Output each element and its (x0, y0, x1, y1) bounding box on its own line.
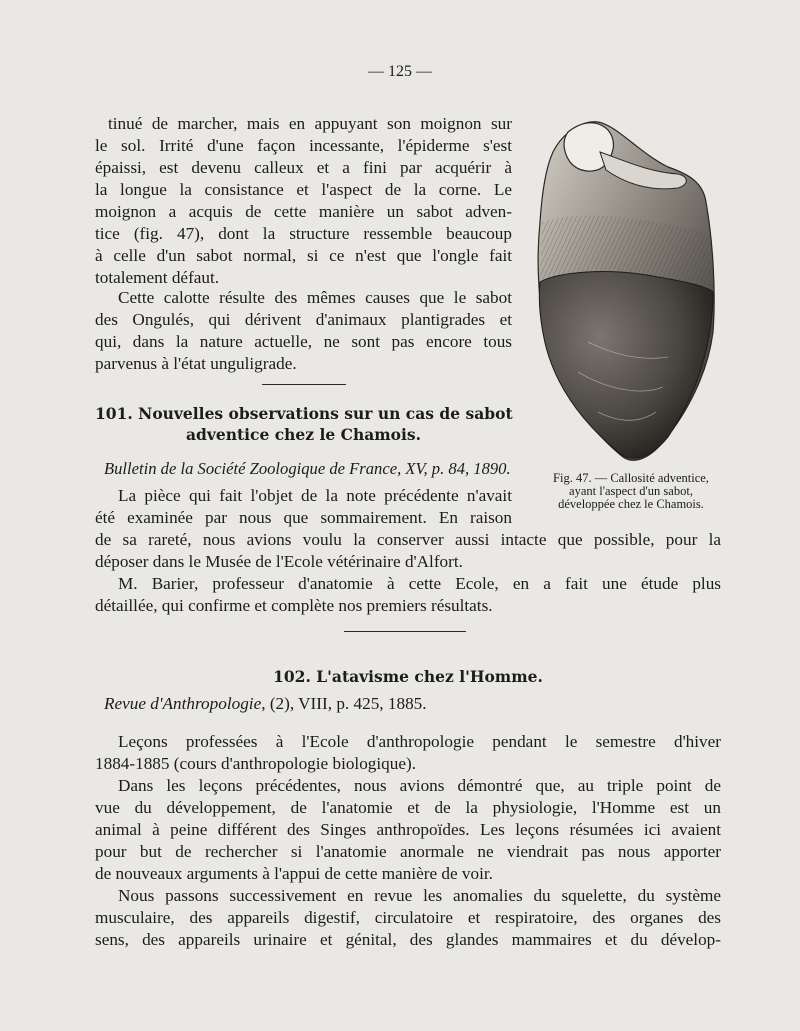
body-line: animal à peine différent des Singes anthropoïdes. Les leçons résumées ici avaient (95, 820, 721, 839)
body-line: moignon a acquis de cette manière un sabot adven- (95, 202, 512, 221)
body-line: sens, des appareils urinaire et génital, des glandes mammaires et du dévelop- (95, 930, 721, 949)
body-line: détaillée, qui confirme et complète nos premiers résultats. (95, 596, 493, 615)
body-line: Leçons professées à l'Ecole d'anthropologie pendant le semestre d'hiver (118, 732, 721, 751)
citation-journal: Revue d'Anthropologie (104, 694, 262, 713)
body-line: la longue la consistance et l'aspect de la corne. Le (95, 180, 512, 199)
body-line: Cette calotte résulte des mêmes causes que le sabot (118, 288, 512, 307)
body-line: déposer dans le Musée de l'Ecole vétérinaire d'Alfort. (95, 552, 463, 571)
section-title: 102. L'atavisme chez l'Homme. (273, 667, 543, 686)
section-divider (262, 384, 346, 385)
callus-hoof-illustration (528, 112, 723, 464)
caption-line: ayant l'aspect d'un sabot, (569, 484, 693, 498)
body-line: vue du développement, de l'anatomie et de la physiologie, l'Homme est un (95, 798, 721, 817)
body-line: des Ongulés, qui dérivent d'animaux plantigrades et (95, 310, 512, 329)
body-line: M. Barier, professeur d'anatomie à cette Ecole, en a fait une étude plus (118, 574, 721, 593)
body-line: pour but de rechercher si l'anatomie anormale ne viendrait pas nous apporter (95, 842, 721, 861)
body-line: Nous passons successivement en revue les anomalies du squelette, du système (118, 886, 721, 905)
body-line: Dans les leçons précédentes, nous avions démontré que, au triple point de (118, 776, 721, 795)
body-line: tinué de marcher, mais en appuyant son moignon sur (108, 114, 512, 133)
caption-line: Fig. 47. — Callosité adventice, (553, 471, 709, 485)
body-line: de sa rareté, nous avions voulu la conserver aussi intacte que possible, pour la (95, 530, 721, 549)
section-title: 101. Nouvelles observations sur un cas de sabot (95, 404, 513, 423)
body-line: parvenus à l'état unguligrade. (95, 354, 297, 373)
body-line: de nouveaux arguments à l'appui de cette manière de voir. (95, 864, 493, 883)
caption-line: développée chez le Chamois. (558, 497, 704, 511)
section-divider (344, 631, 466, 632)
body-line: épaissi, est devenu calleux et a fini par acquérir à (95, 158, 512, 177)
body-line: le sol. Irrité d'une façon incessante, l'épiderme s'est (95, 136, 512, 155)
citation-details: , (2), VIII, p. 425, 1885. (261, 694, 427, 713)
body-line: musculaire, des appareils digestif, circulatoire et respiratoire, des organes des (95, 908, 721, 927)
body-line: à celle d'un sabot normal, si ce n'est que l'ongle fait (95, 246, 512, 265)
body-line: totalement défaut. (95, 268, 220, 287)
body-line: été examinée par nous que sommairement. En raison (95, 508, 512, 527)
figure-caption (536, 472, 726, 511)
citation: Bulletin de la Société Zoologique de France, XV, p. 84, 1890. (104, 459, 511, 478)
citation (104, 693, 427, 714)
body-line: tice (fig. 47), dont la structure ressemble beaucoup (95, 224, 512, 243)
section-title: adventice chez le Chamois. (185, 425, 422, 444)
body-line: La pièce qui fait l'objet de la note précédente n'avait (118, 486, 512, 505)
page-number: — 125 — (368, 63, 432, 80)
body-line: qui, dans la nature actuelle, ne sont pas encore tous (95, 332, 512, 351)
body-line: 1884-1885 (cours d'anthropologie biologique). (95, 754, 417, 773)
